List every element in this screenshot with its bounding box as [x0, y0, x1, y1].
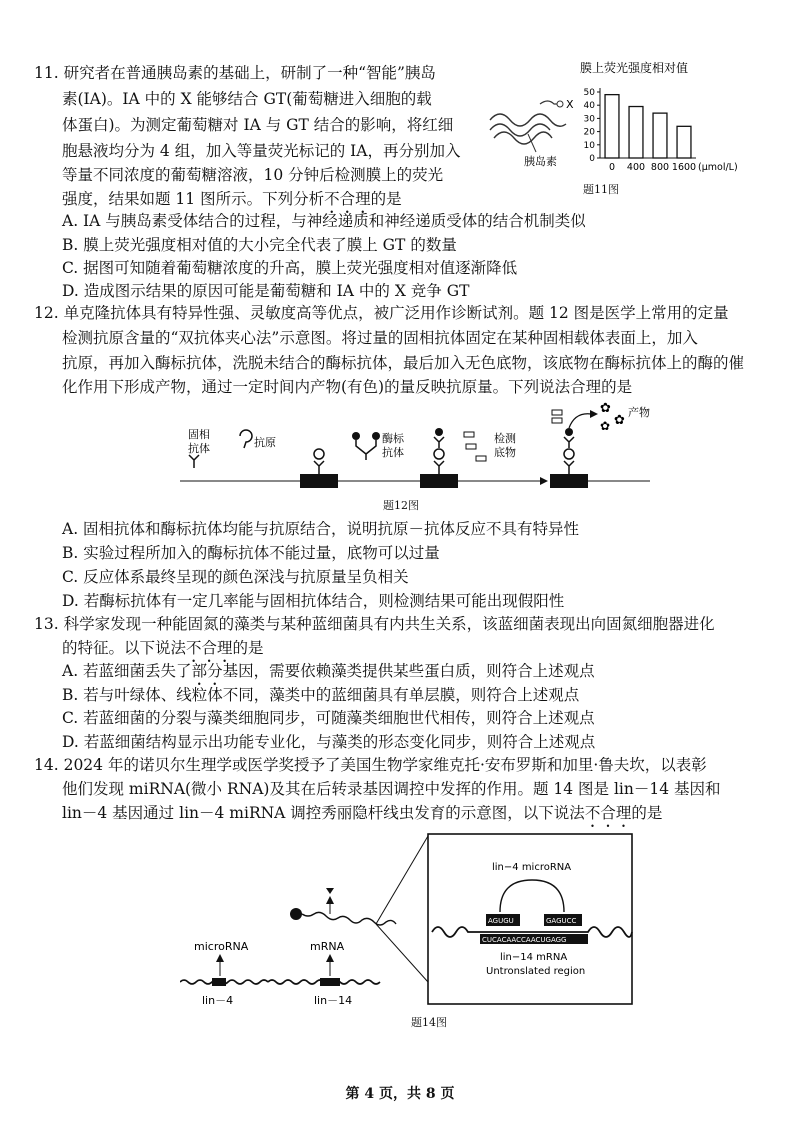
enzyme-antibody-icon — [356, 440, 376, 460]
substrate-label-2: 底物 — [494, 446, 516, 459]
y-tick-label: 10 — [583, 140, 595, 151]
solid-antibody-icon — [189, 455, 199, 468]
solid-carrier-1 — [300, 474, 338, 488]
q11-line-5: 等量不同浓度的葡萄糖溶液，10 分钟后检测膜上的荧光 — [62, 166, 444, 184]
insulin-label: 胰岛素 — [524, 155, 557, 168]
solid-antibody-label-2: 抗体 — [188, 442, 210, 455]
solid-antibody-label-1: 固相 — [188, 428, 210, 441]
bound-antigen-3 — [564, 449, 574, 459]
enzyme-dot-1 — [352, 432, 360, 440]
q11-option-d: D. 造成图示结果的原因可能是葡萄糖和 IA 中的 X 竞争 GT — [62, 282, 470, 300]
q12-option-d: D. 若酶标抗体有一定几率能与固相抗体结合，则检测结果可能出现假阳性 — [62, 592, 565, 610]
figure-14-caption: 题14图 — [411, 1016, 447, 1029]
lin4-gene-block — [212, 978, 226, 986]
protein-icon — [326, 888, 334, 894]
flow-arrow-2 — [540, 477, 548, 485]
mrna-label: mRNA — [310, 940, 345, 953]
bound-enzyme-antibody-3 — [564, 437, 574, 448]
y-tick-label: 50 — [583, 88, 595, 98]
q14-emphasis: 不合理 — [584, 804, 632, 822]
product-icon-3: ✿ — [600, 419, 611, 433]
sandwich-elisa-diagram — [180, 402, 660, 507]
q13-option-d: D. 若蓝细菌结构显示出功能专业化，与藻类的形态变化同步，则符合上述观点 — [62, 733, 596, 751]
q12-line-4: 化作用下形成产物，通过一定时间内产物(有色)的量反映抗原量。下列说法合理的是 — [62, 378, 633, 396]
box-sub2-label: Untronslated region — [486, 966, 586, 977]
x-tick-label: 800 — [650, 162, 670, 173]
q11-line-2: 素(IA)。IA 中的 X 能够结合 GT(葡萄糖进入细胞的载 — [62, 90, 432, 108]
solid-carrier-3 — [550, 474, 588, 488]
q12-line-3: 抗原，再加入酶标抗体，洗脱未结合的酶标抗体，最后加入无色底物，该底物在酶标抗体上的酶的催 — [62, 354, 745, 372]
x-axis-unit-label: (μmol/L) — [698, 162, 738, 173]
zoom-box — [428, 834, 632, 1004]
q13-option-a-pre: A. 若蓝细菌丢失了 — [62, 662, 192, 680]
q11-tail: 的是 — [370, 190, 402, 208]
q11-option-c: C. 据图可知随着葡萄糖浓度的升高，膜上荧光强度相对值逐渐降低 — [62, 259, 518, 277]
q13-option-b: B. 若与叶绿体、线粒体不同，藻类中的蓝细菌具有单层膜，则符合上述观点 — [62, 686, 580, 704]
q14-line-3-text: lin－4 基因通过 lin－4 miRNA 调控秀丽隐杆线虫发育的示意图，以下说法 — [62, 804, 585, 822]
q13-line-2-text: 的特征。以下说法 — [62, 639, 187, 657]
q11-option-b: B. 膜上荧光强度相对值的大小完全代表了膜上 GT 的数量 — [62, 236, 457, 254]
microrna-label: microRNA — [194, 940, 249, 953]
q14-tail: 的是 — [631, 804, 663, 822]
product-icon-1: ✿ — [600, 402, 611, 416]
enzyme-antibody-label-1: 酶标 — [382, 432, 404, 445]
reaction-arrowhead — [590, 410, 598, 418]
q13-option-a-emphasis: 部分 — [191, 662, 223, 680]
insulin-coil — [490, 114, 566, 144]
chart-title: 膜上荧光强度相对值 — [580, 61, 689, 75]
q12-line-1: 12. 单克隆抗体具有特异性强、灵敏度高等优点，被广泛用作诊断试剂。题 12 图是医学上常用的定量 — [34, 304, 729, 322]
substrate-icon-2 — [466, 444, 476, 449]
x-tick-label: 1600 — [671, 162, 697, 173]
bound-antibody-1 — [314, 461, 324, 474]
zoom-line-top — [376, 836, 428, 924]
y-tick-label: 20 — [583, 127, 595, 138]
q13-option-a-post: 基因，需要依赖藻类提供某些蛋白质，则符合上述观点 — [222, 662, 595, 680]
bound-antibody-2 — [434, 461, 444, 474]
figure-12-caption: 题12图 — [383, 499, 419, 512]
bar-800 — [653, 113, 667, 158]
q12-option-b: B. 实验过程所加入的酶标抗体不能过量，底物可以过量 — [62, 544, 440, 562]
bound-antigen-2 — [434, 449, 444, 459]
q11-emphasis: 不合理 — [324, 190, 371, 208]
q14-line-1: 14. 2024 年的诺贝尔生理学或医学奖授予了美国生物学家维克托·安布罗斯和加里·鲁夫坎，以表彰 — [34, 756, 707, 774]
lin14-label: lin－14 — [314, 994, 353, 1007]
chart-bars — [605, 95, 691, 158]
y-tick-label: 30 — [583, 114, 595, 125]
y-tick-label: 0 — [589, 154, 595, 164]
q13-line-1: 13. 科学家发现一种能固氮的藻类与某种蓝细菌具有内共生关系，该蓝细菌表现出向固氮细胞器进化 — [34, 615, 715, 633]
q12-option-a: A. 固相抗体和酶标抗体均能与抗原结合，说明抗原－抗体反应不具有特异性 — [62, 520, 580, 538]
bar-400 — [629, 107, 643, 158]
q14-line-2: 他们发现 miRNA(微小 RNA)及其在后转录基因调控中发挥的作用。题 14 图是 lin－14 基因和 — [62, 780, 721, 798]
enzyme-dot-4 — [565, 428, 573, 436]
q14-line-3 — [62, 802, 662, 831]
product-label: 产物 — [628, 406, 650, 419]
x-tick-label: 400 — [626, 162, 646, 173]
fluorescence-bar-chart — [578, 58, 778, 188]
box-sub1-label: lin−14 mRNA — [500, 952, 568, 963]
x-label: X — [566, 98, 574, 111]
substrate-icon-4 — [552, 410, 562, 415]
bound-enzyme-antibody-2 — [434, 437, 444, 448]
lin4-arrowhead — [216, 954, 224, 962]
x-tick-label: 0 — [608, 162, 616, 173]
substrate-icon-1 — [464, 432, 474, 437]
antigen-label: 抗原 — [254, 436, 276, 449]
enzyme-dot-2 — [372, 432, 380, 440]
mirna-regulation-diagram — [180, 832, 640, 1012]
x-group-icon — [557, 101, 563, 107]
q13-tail: 的是 — [232, 639, 264, 657]
box-title-label: lin−4 microRNA — [492, 862, 572, 873]
seq-right-label: GAGUCC — [546, 917, 577, 925]
seq-left-label: AGUGU — [488, 917, 514, 925]
q13-emphasis: 不合理 — [186, 639, 233, 657]
q12-option-c: C. 反应体系最终呈现的颜色深浅与抗原量呈负相关 — [62, 568, 409, 586]
page-footer: 第 4 页，共 8 页 — [345, 1086, 455, 1102]
protein-arrowhead — [326, 896, 334, 904]
product-icon-2: ✿ — [614, 413, 625, 428]
enzyme-antibody-label-2: 抗体 — [382, 446, 404, 459]
lin4-label: lin－4 — [202, 994, 234, 1007]
q11-line-4: 胞悬液均分为 4 组，加入等量荧光标记的 IA，再分别加入 — [62, 142, 461, 160]
figure-11-caption: 题11图 — [583, 183, 619, 196]
bound-antibody-3 — [564, 461, 574, 474]
zoom-line-bottom — [376, 924, 428, 982]
solid-carrier-2 — [420, 474, 458, 488]
lin14-arrowhead — [326, 954, 334, 962]
q11-line-1: 11. 研究者在普通胰岛素的基础上，研制了一种“智能”胰岛 — [34, 64, 436, 82]
antigen-icon — [240, 430, 252, 448]
lin14-gene-block — [320, 978, 340, 986]
substrate-label-1: 检测 — [494, 432, 516, 445]
reaction-arrow — [569, 414, 591, 428]
y-tick-label: 40 — [583, 101, 595, 112]
bar-0 — [605, 95, 619, 158]
substrate-icon-5 — [552, 418, 562, 423]
ribosome-icon — [290, 908, 302, 920]
insulin-illustration — [480, 90, 580, 170]
enzyme-dot-3 — [435, 428, 443, 436]
bound-antigen-1 — [314, 449, 324, 459]
q11-line-6-text: 强度，结果如题 11 图所示。下列分析 — [62, 190, 325, 208]
q13-option-c: C. 若蓝细菌的分裂与藻类细胞同步，可随藻类细胞世代相传，则符合上述观点 — [62, 709, 595, 727]
bar-1600 — [677, 126, 691, 158]
q11-option-a: A. IA 与胰岛素受体结合的过程，与神经递质和神经递质受体的结合机制类似 — [62, 212, 586, 230]
q12-line-2: 检测抗原含量的“双抗体夹心法”示意图。将过量的固相抗体固定在某种固相载体表面上，加入 — [62, 329, 698, 347]
q11-line-3: 体蛋白)。为测定葡萄糖对 IA 与 GT 结合的影响，将红细 — [62, 116, 454, 134]
substrate-icon-3 — [476, 456, 486, 461]
seq-bottom-label: CUCACAACCAACUGAGG — [482, 936, 567, 944]
